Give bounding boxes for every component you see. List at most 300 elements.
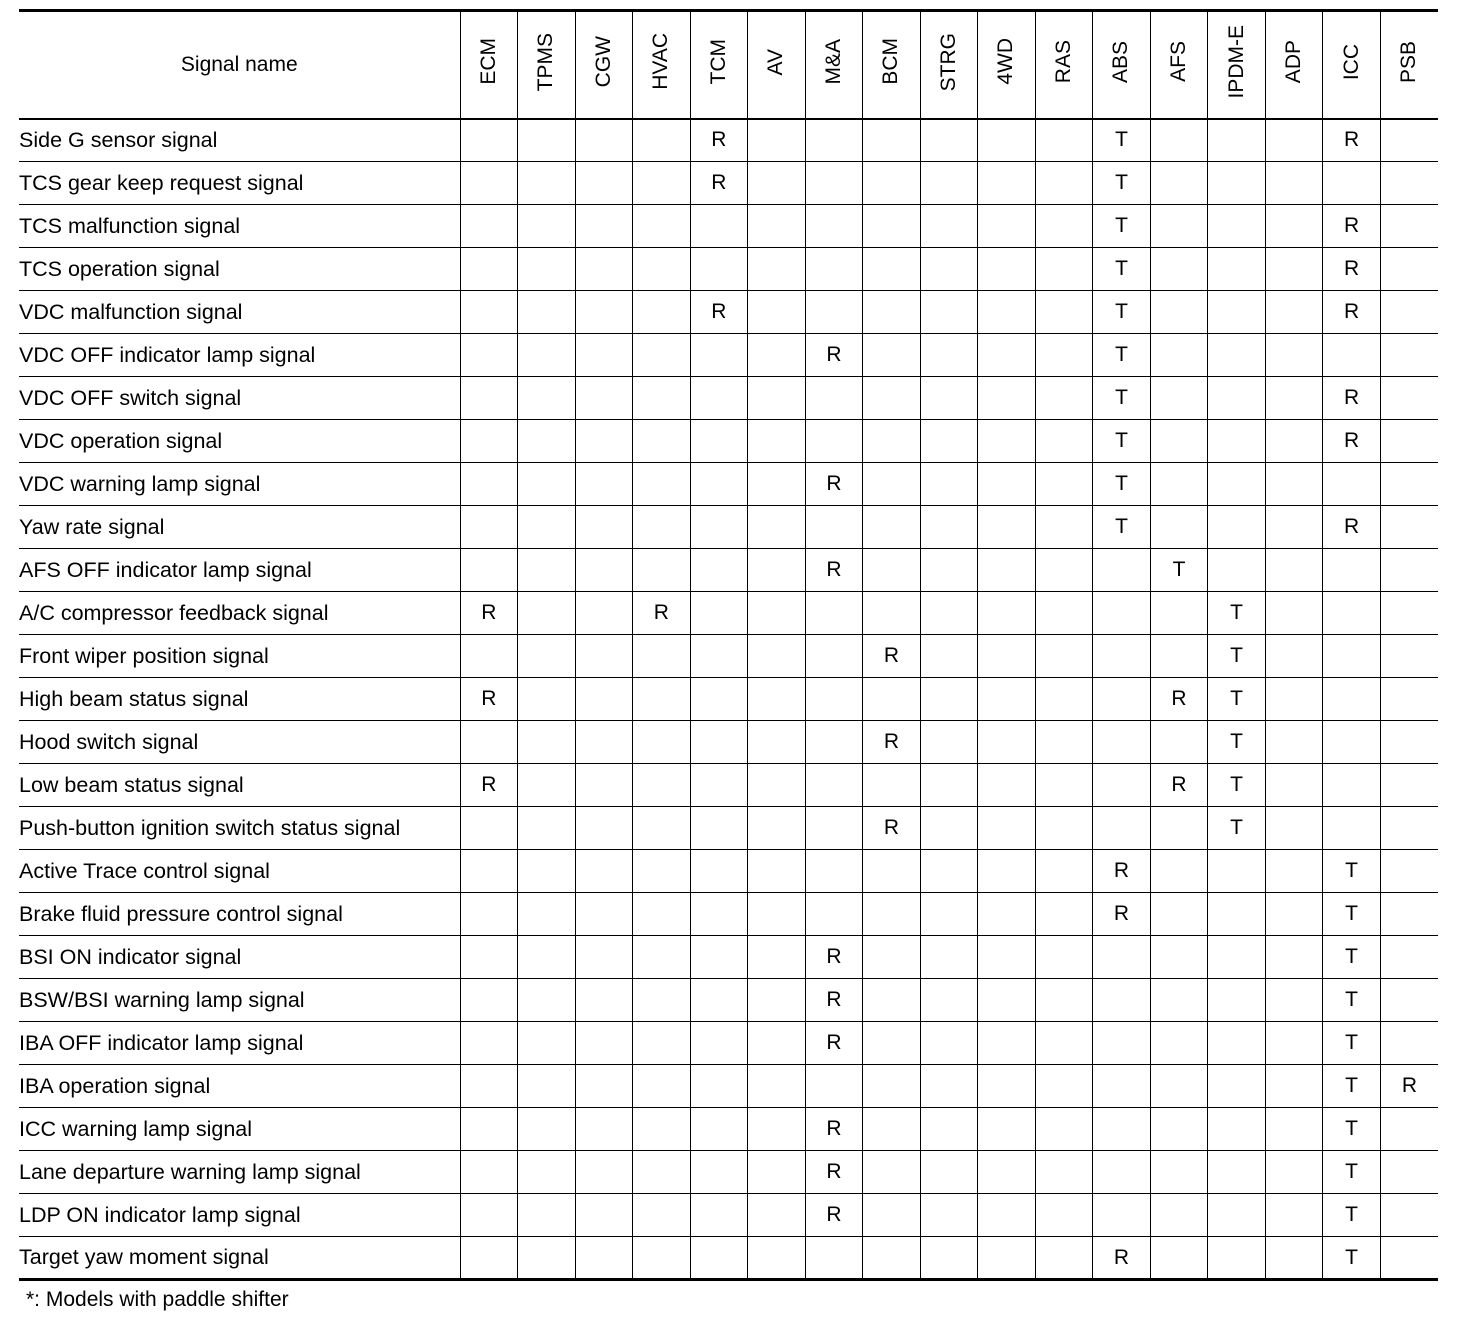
signal-cell [1208, 936, 1266, 979]
signal-cell: T [1093, 334, 1151, 377]
signal-cell: R [1150, 678, 1208, 721]
signal-cell [460, 936, 518, 979]
signal-cell [863, 1151, 921, 1194]
signal-cell [633, 463, 691, 506]
table-row [19, 205, 1438, 248]
signal-cell [1208, 1108, 1266, 1151]
signal-cell: R [1323, 248, 1381, 291]
table-header-row [19, 11, 1438, 119]
signal-cell [575, 506, 633, 549]
signal-cell [1208, 979, 1266, 1022]
signal-cell [863, 1237, 921, 1280]
signal-cell [690, 506, 748, 549]
signal-cell: R [805, 1194, 863, 1237]
signal-cell [633, 936, 691, 979]
signal-cell [748, 1151, 806, 1194]
signal-cell [633, 635, 691, 678]
signal-cell [1093, 1108, 1151, 1151]
signal-cell [1323, 463, 1381, 506]
signal-cell [863, 162, 921, 205]
signal-cell [1380, 248, 1438, 291]
signal-cell [920, 463, 978, 506]
column-header-ecm: ECM [460, 11, 518, 119]
signal-cell [1093, 721, 1151, 764]
signal-cell: T [1323, 1108, 1381, 1151]
signal-cell: R [690, 162, 748, 205]
signal-cell [805, 1237, 863, 1280]
signal-cell [518, 764, 576, 807]
column-header-m-a: M&A [805, 11, 863, 119]
signal-cell [978, 205, 1036, 248]
table-row [19, 420, 1438, 463]
signal-cell [575, 1022, 633, 1065]
signal-cell [1150, 377, 1208, 420]
signal-name-cell: VDC malfunction signal [19, 291, 460, 334]
signal-cell [1035, 334, 1093, 377]
footnote: *: Models with paddle shifter [26, 1288, 289, 1311]
signal-cell [690, 334, 748, 377]
signal-cell [978, 592, 1036, 635]
signal-cell [1323, 635, 1381, 678]
signal-cell [1035, 377, 1093, 420]
signal-cell [748, 1194, 806, 1237]
signal-cell [575, 549, 633, 592]
signal-cell [518, 291, 576, 334]
signal-cell [920, 721, 978, 764]
signal-cell [1035, 1022, 1093, 1065]
signal-cell: R [690, 119, 748, 162]
signal-name-cell: TCS gear keep request signal [19, 162, 460, 205]
signal-cell [863, 1065, 921, 1108]
signal-name-cell: Push-button ignition switch status signal [19, 807, 460, 850]
signal-cell [805, 1065, 863, 1108]
signal-name-cell: IBA operation signal [19, 1065, 460, 1108]
signal-cell [518, 420, 576, 463]
signal-cell [1150, 420, 1208, 463]
signal-cell [748, 764, 806, 807]
signal-cell: T [1208, 764, 1266, 807]
signal-cell [518, 1237, 576, 1280]
signal-cell: R [805, 549, 863, 592]
signal-cell [1208, 205, 1266, 248]
signal-cell [690, 1194, 748, 1237]
signal-cell [518, 592, 576, 635]
signal-cell [1093, 635, 1151, 678]
signal-cell [1265, 721, 1323, 764]
signal-cell [633, 893, 691, 936]
signal-cell [920, 291, 978, 334]
signal-cell: T [1323, 1151, 1381, 1194]
signal-cell: R [1093, 1237, 1151, 1280]
signal-cell [690, 678, 748, 721]
signal-cell [575, 850, 633, 893]
signal-cell [920, 162, 978, 205]
signal-cell [1035, 635, 1093, 678]
signal-cell [518, 635, 576, 678]
signal-cell: R [1093, 893, 1151, 936]
signal-cell [518, 1151, 576, 1194]
signal-cell [1265, 1022, 1323, 1065]
signal-cell [575, 334, 633, 377]
signal-cell [518, 721, 576, 764]
table-row [19, 936, 1438, 979]
signal-cell: R [805, 936, 863, 979]
signal-cell [690, 1237, 748, 1280]
signal-cell [863, 291, 921, 334]
signal-name-cell: BSI ON indicator signal [19, 936, 460, 979]
signal-cell [920, 1022, 978, 1065]
signal-cell [1208, 1151, 1266, 1194]
table-row [19, 678, 1438, 721]
signal-cell [460, 893, 518, 936]
signal-cell [863, 592, 921, 635]
table-row [19, 1194, 1438, 1237]
signal-cell: R [690, 291, 748, 334]
signal-cell [1035, 893, 1093, 936]
signal-name-cell: TCS malfunction signal [19, 205, 460, 248]
signal-cell [805, 420, 863, 463]
signal-cell: T [1093, 119, 1151, 162]
signal-cell [633, 205, 691, 248]
signal-name-cell: Front wiper position signal [19, 635, 460, 678]
signal-cell [460, 549, 518, 592]
signal-cell [978, 1022, 1036, 1065]
signal-cell: T [1323, 979, 1381, 1022]
signal-cell [1093, 549, 1151, 592]
signal-cell: R [460, 592, 518, 635]
signal-cell [1093, 807, 1151, 850]
signal-cell [748, 850, 806, 893]
signal-cell [978, 850, 1036, 893]
signal-cell: R [1150, 764, 1208, 807]
signal-cell [1150, 291, 1208, 334]
column-header-ras: RAS [1035, 11, 1093, 119]
column-header-icc: ICC [1323, 11, 1381, 119]
table-row [19, 1108, 1438, 1151]
signal-cell [978, 807, 1036, 850]
signal-cell [805, 205, 863, 248]
signal-cell: T [1323, 1194, 1381, 1237]
signal-cell [690, 420, 748, 463]
signal-cell [1380, 979, 1438, 1022]
signal-cell [748, 678, 806, 721]
signal-cell [748, 205, 806, 248]
signal-cell [1265, 549, 1323, 592]
signal-cell [633, 119, 691, 162]
signal-cell [633, 1194, 691, 1237]
signal-cell [1380, 549, 1438, 592]
column-header-strg: STRG [920, 11, 978, 119]
signal-cell: R [863, 721, 921, 764]
signal-cell [633, 1065, 691, 1108]
signal-cell [518, 1065, 576, 1108]
signal-cell: R [1380, 1065, 1438, 1108]
signal-cell [920, 420, 978, 463]
signal-cell [1150, 807, 1208, 850]
signal-cell: T [1093, 162, 1151, 205]
signal-cell: R [1323, 506, 1381, 549]
signal-cell [1380, 678, 1438, 721]
signal-cell [1380, 807, 1438, 850]
signal-cell [863, 850, 921, 893]
signal-cell: T [1208, 721, 1266, 764]
column-header-bcm: BCM [863, 11, 921, 119]
signal-cell [978, 463, 1036, 506]
signal-cell [978, 893, 1036, 936]
signal-cell [863, 377, 921, 420]
signal-cell [805, 850, 863, 893]
signal-cell [1323, 807, 1381, 850]
signal-cell [748, 334, 806, 377]
signal-cell [575, 936, 633, 979]
signal-cell [518, 936, 576, 979]
signal-cell [1265, 162, 1323, 205]
signal-cell [863, 764, 921, 807]
signal-cell [575, 678, 633, 721]
signal-cell [1150, 463, 1208, 506]
signal-cell [920, 506, 978, 549]
signal-cell [518, 162, 576, 205]
signal-cell: R [805, 463, 863, 506]
column-header-hvac: HVAC [633, 11, 691, 119]
signal-cell: T [1093, 420, 1151, 463]
signal-cell [1323, 592, 1381, 635]
signal-cell [460, 162, 518, 205]
signal-cell [1380, 1022, 1438, 1065]
signal-cell [1035, 1194, 1093, 1237]
signal-cell: T [1323, 936, 1381, 979]
signal-cell [1380, 721, 1438, 764]
signal-cell [805, 635, 863, 678]
signal-cell [920, 1151, 978, 1194]
signal-cell [1380, 1237, 1438, 1280]
signal-cell [1323, 334, 1381, 377]
signal-cell [1150, 1022, 1208, 1065]
signal-cell [633, 248, 691, 291]
signal-cell [748, 807, 806, 850]
signal-cell [690, 721, 748, 764]
signal-cell [1265, 936, 1323, 979]
signal-cell [978, 764, 1036, 807]
signal-cell [1093, 592, 1151, 635]
signal-cell [518, 377, 576, 420]
signal-cell [690, 635, 748, 678]
signal-cell [1265, 1065, 1323, 1108]
signal-cell [575, 463, 633, 506]
signal-cell [1208, 463, 1266, 506]
column-header-cgw: CGW [575, 11, 633, 119]
signal-cell [748, 1022, 806, 1065]
signal-cell [863, 119, 921, 162]
signal-cell [863, 1108, 921, 1151]
signal-cell [1093, 979, 1151, 1022]
signal-cell [690, 893, 748, 936]
signal-cell [460, 850, 518, 893]
signal-cell [1150, 893, 1208, 936]
signal-cell [1380, 1108, 1438, 1151]
signal-cell [1380, 592, 1438, 635]
signal-cell [1035, 248, 1093, 291]
signal-cell [690, 377, 748, 420]
signal-cell [1323, 721, 1381, 764]
signal-cell [1380, 506, 1438, 549]
signal-cell [1265, 592, 1323, 635]
signal-cell [978, 119, 1036, 162]
signal-cell: T [1323, 1022, 1381, 1065]
signal-cell [978, 377, 1036, 420]
signal-cell [690, 807, 748, 850]
signal-cell [1035, 205, 1093, 248]
signal-cell [1265, 291, 1323, 334]
signal-cell [633, 291, 691, 334]
signal-cell [978, 936, 1036, 979]
signal-cell [575, 162, 633, 205]
signal-cell [1150, 1065, 1208, 1108]
signal-cell [518, 248, 576, 291]
signal-cell [978, 334, 1036, 377]
signal-cell [690, 1065, 748, 1108]
signal-cell [633, 377, 691, 420]
table-row [19, 506, 1438, 549]
signal-cell: T [1093, 377, 1151, 420]
signal-cell [805, 162, 863, 205]
signal-cell [1265, 1194, 1323, 1237]
signal-cell [1380, 334, 1438, 377]
table-row [19, 1237, 1438, 1280]
signal-cell: T [1208, 635, 1266, 678]
signal-cell [1265, 506, 1323, 549]
signal-cell [1150, 162, 1208, 205]
signal-name-cell: Active Trace control signal [19, 850, 460, 893]
signal-cell [978, 979, 1036, 1022]
signal-cell [1323, 764, 1381, 807]
signal-name-header: Signal name [19, 11, 460, 119]
signal-cell [863, 506, 921, 549]
signal-cell [518, 678, 576, 721]
signal-cell [1150, 1108, 1208, 1151]
signal-cell [460, 463, 518, 506]
signal-cell [1265, 334, 1323, 377]
signal-cell [1265, 377, 1323, 420]
signal-cell: R [805, 979, 863, 1022]
signal-cell [1265, 979, 1323, 1022]
signal-cell [575, 807, 633, 850]
signal-cell [575, 893, 633, 936]
signal-cell [863, 205, 921, 248]
signal-name-cell: BSW/BSI warning lamp signal [19, 979, 460, 1022]
signal-cell [978, 678, 1036, 721]
signal-cell [1323, 678, 1381, 721]
signal-cell [575, 1065, 633, 1108]
table-row [19, 807, 1438, 850]
signal-cell [748, 463, 806, 506]
table-row [19, 377, 1438, 420]
signal-cell [978, 1237, 1036, 1280]
signal-cell [863, 463, 921, 506]
signal-cell [518, 1022, 576, 1065]
column-header-av: AV [748, 11, 806, 119]
signal-cell [633, 1237, 691, 1280]
signal-cell: R [1093, 850, 1151, 893]
signal-cell [1150, 334, 1208, 377]
signal-cell [1208, 334, 1266, 377]
signal-cell [920, 592, 978, 635]
signal-cell [1035, 119, 1093, 162]
table-row [19, 592, 1438, 635]
signal-cell [978, 635, 1036, 678]
signal-cell [633, 549, 691, 592]
signal-cell [518, 205, 576, 248]
signal-cell [460, 377, 518, 420]
signal-cell [1208, 162, 1266, 205]
signal-cell [1093, 678, 1151, 721]
table-row [19, 162, 1438, 205]
signal-cell [1265, 1108, 1323, 1151]
signal-cell [1035, 721, 1093, 764]
column-header-tpms: TPMS [518, 11, 576, 119]
signal-cell [690, 850, 748, 893]
signal-cell [1380, 764, 1438, 807]
signal-cell [978, 506, 1036, 549]
signal-cell [1265, 205, 1323, 248]
table-row [19, 893, 1438, 936]
signal-cell [518, 850, 576, 893]
signal-cell [575, 764, 633, 807]
signal-cell: R [805, 334, 863, 377]
signal-cell [748, 119, 806, 162]
signal-cell: R [863, 635, 921, 678]
signal-name-cell: Side G sensor signal [19, 119, 460, 162]
signal-cell [1380, 850, 1438, 893]
signal-cell [1380, 291, 1438, 334]
signal-cell [920, 205, 978, 248]
signal-cell [863, 248, 921, 291]
signal-cell [1265, 248, 1323, 291]
table-row [19, 979, 1438, 1022]
signal-cell [690, 1022, 748, 1065]
column-header-abs: ABS [1093, 11, 1151, 119]
signal-cell [460, 119, 518, 162]
signal-cell [978, 162, 1036, 205]
signal-cell [1208, 549, 1266, 592]
signal-cell [805, 678, 863, 721]
signal-cell [690, 936, 748, 979]
signal-cell [575, 1194, 633, 1237]
signal-cell [978, 1151, 1036, 1194]
signal-cell [575, 291, 633, 334]
signal-cell [460, 979, 518, 1022]
signal-cell [1265, 463, 1323, 506]
signal-cell [633, 162, 691, 205]
signal-cell [633, 678, 691, 721]
signal-cell [748, 248, 806, 291]
signal-cell [920, 1194, 978, 1237]
signal-cell [1380, 893, 1438, 936]
signal-cell [1380, 1194, 1438, 1237]
signal-cell [1265, 893, 1323, 936]
table-row [19, 764, 1438, 807]
signal-cell [920, 1108, 978, 1151]
signal-cell [633, 1151, 691, 1194]
signal-cell [1150, 635, 1208, 678]
signal-cell [460, 721, 518, 764]
signal-cell [575, 205, 633, 248]
signal-cell [863, 420, 921, 463]
signal-cell [748, 592, 806, 635]
signal-cell [1265, 635, 1323, 678]
signal-cell [518, 506, 576, 549]
signal-cell [1208, 850, 1266, 893]
